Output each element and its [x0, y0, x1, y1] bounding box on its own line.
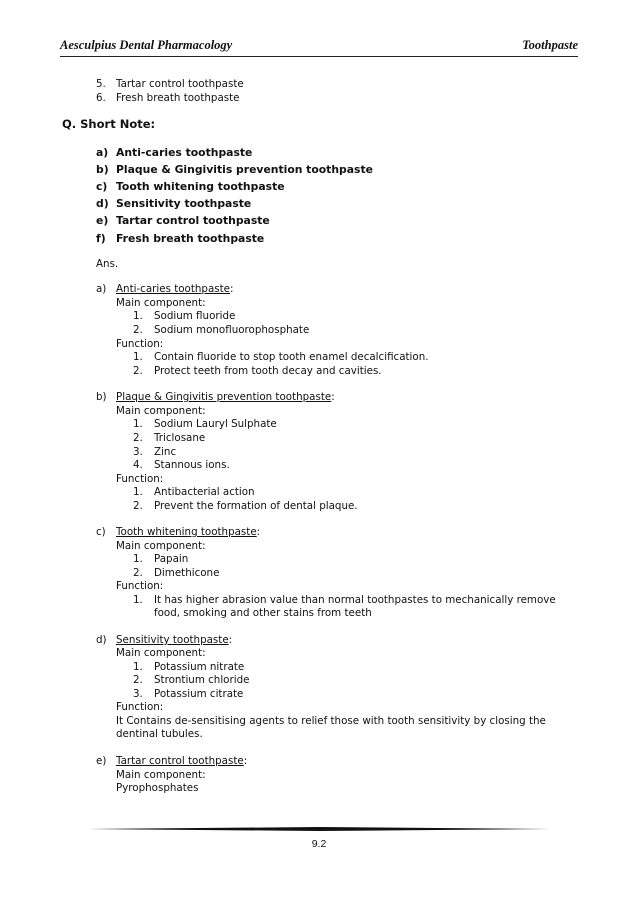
short-note-letter: c): [96, 180, 108, 193]
footer-rule: [88, 827, 550, 831]
answer-letter: c): [96, 526, 106, 538]
list-item: Zinc: [154, 446, 177, 458]
list-item: It has higher abrasion value than normal toothpastes to mechanically remove: [154, 594, 556, 606]
short-note-letter: d): [96, 197, 109, 210]
answer-letter: d): [96, 634, 107, 646]
answer-letter: b): [96, 391, 107, 403]
list-item: Sodium Lauryl Sulphate: [154, 418, 277, 430]
short-note-letter: e): [96, 214, 109, 227]
list-num: 2.: [133, 674, 143, 686]
list-num: 2.: [133, 567, 143, 579]
list-item: Triclosane: [154, 432, 206, 444]
page-header: [60, 34, 578, 57]
short-note-item: Sensitivity toothpaste: [116, 197, 252, 210]
list-item: Papain: [154, 553, 189, 565]
answer-title: Tooth whitening toothpaste:: [116, 526, 261, 538]
answer-letter: a): [96, 283, 107, 295]
answer-title: Anti-caries toothpaste:: [116, 283, 234, 295]
intro-item-num: 6.: [96, 92, 106, 104]
intro-item-text: Tartar control toothpaste: [116, 78, 244, 90]
function-label: Function:: [116, 580, 164, 592]
answer-title: Tartar control toothpaste:: [116, 755, 248, 767]
list-item: Strontium chloride: [154, 674, 250, 686]
list-num: 2.: [133, 365, 143, 377]
short-note-item: Tartar control toothpaste: [116, 214, 270, 227]
answer-letter: e): [96, 755, 107, 767]
list-item-continuation: food, smoking and other stains from teeth: [154, 607, 372, 619]
list-item: Stannous ions.: [154, 459, 230, 471]
main-component-label: Main component:: [116, 647, 206, 659]
list-item: Sodium fluoride: [154, 310, 236, 322]
short-note-item: Anti-caries toothpaste: [116, 146, 253, 159]
list-num: 4.: [133, 459, 143, 471]
list-num: 1.: [133, 594, 143, 606]
function-label: Function:: [116, 338, 164, 350]
list-num: 1.: [133, 351, 143, 363]
list-item: Potassium nitrate: [154, 661, 245, 673]
list-num: 1.: [133, 661, 143, 673]
answer-title: Plaque & Gingivitis prevention toothpaste:: [116, 391, 335, 403]
function-label: Function:: [116, 701, 164, 713]
list-num: 2.: [133, 500, 143, 512]
short-note-letter: f): [96, 232, 106, 245]
answer-title: Sensitivity toothpaste:: [116, 634, 233, 646]
list-item: Potassium citrate: [154, 688, 244, 700]
list-item: Protect teeth from tooth decay and cavities.: [154, 365, 382, 377]
function-label: Function:: [116, 473, 164, 485]
page-number: 9.2: [311, 838, 327, 850]
answer-label: Ans.: [96, 258, 119, 270]
header-section: Toothpaste: [522, 38, 578, 52]
function-text: dentinal tubules.: [116, 728, 203, 740]
list-num: 3.: [133, 688, 143, 700]
short-note-letter: a): [96, 146, 109, 159]
main-component-label: Main component:: [116, 405, 206, 417]
list-num: 1.: [133, 553, 143, 565]
list-num: 3.: [133, 446, 143, 458]
function-text: It Contains de-sensitising agents to relief those with tooth sensitivity by closing the: [116, 715, 546, 727]
list-item: Antibacterial action: [154, 486, 255, 498]
short-note-item: Plaque & Gingivitis prevention toothpaste: [116, 163, 373, 176]
list-num: 1.: [133, 486, 143, 498]
list-item: Contain fluoride to stop tooth enamel decalcification.: [154, 351, 429, 363]
list-item: Dimethicone: [154, 567, 220, 579]
component-text: Pyrophosphates: [116, 782, 199, 794]
main-component-label: Main component:: [116, 769, 206, 781]
short-note-letter: b): [96, 163, 109, 176]
main-component-label: Main component:: [116, 540, 206, 552]
list-num: 2.: [133, 432, 143, 444]
question-heading: Q. Short Note:: [62, 117, 156, 131]
list-num: 1.: [133, 310, 143, 322]
intro-item-num: 5.: [96, 78, 106, 90]
main-component-label: Main component:: [116, 297, 206, 309]
intro-item-text: Fresh breath toothpaste: [116, 92, 240, 104]
list-item: Prevent the formation of dental plaque.: [154, 500, 358, 512]
list-num: 2.: [133, 324, 143, 336]
header-title: Aesculpius Dental Pharmacology: [60, 38, 233, 52]
list-num: 1.: [133, 418, 143, 430]
short-note-item: Tooth whitening toothpaste: [116, 180, 285, 193]
short-note-item: Fresh breath toothpaste: [116, 232, 265, 245]
list-item: Sodium monofluorophosphate: [154, 324, 310, 336]
